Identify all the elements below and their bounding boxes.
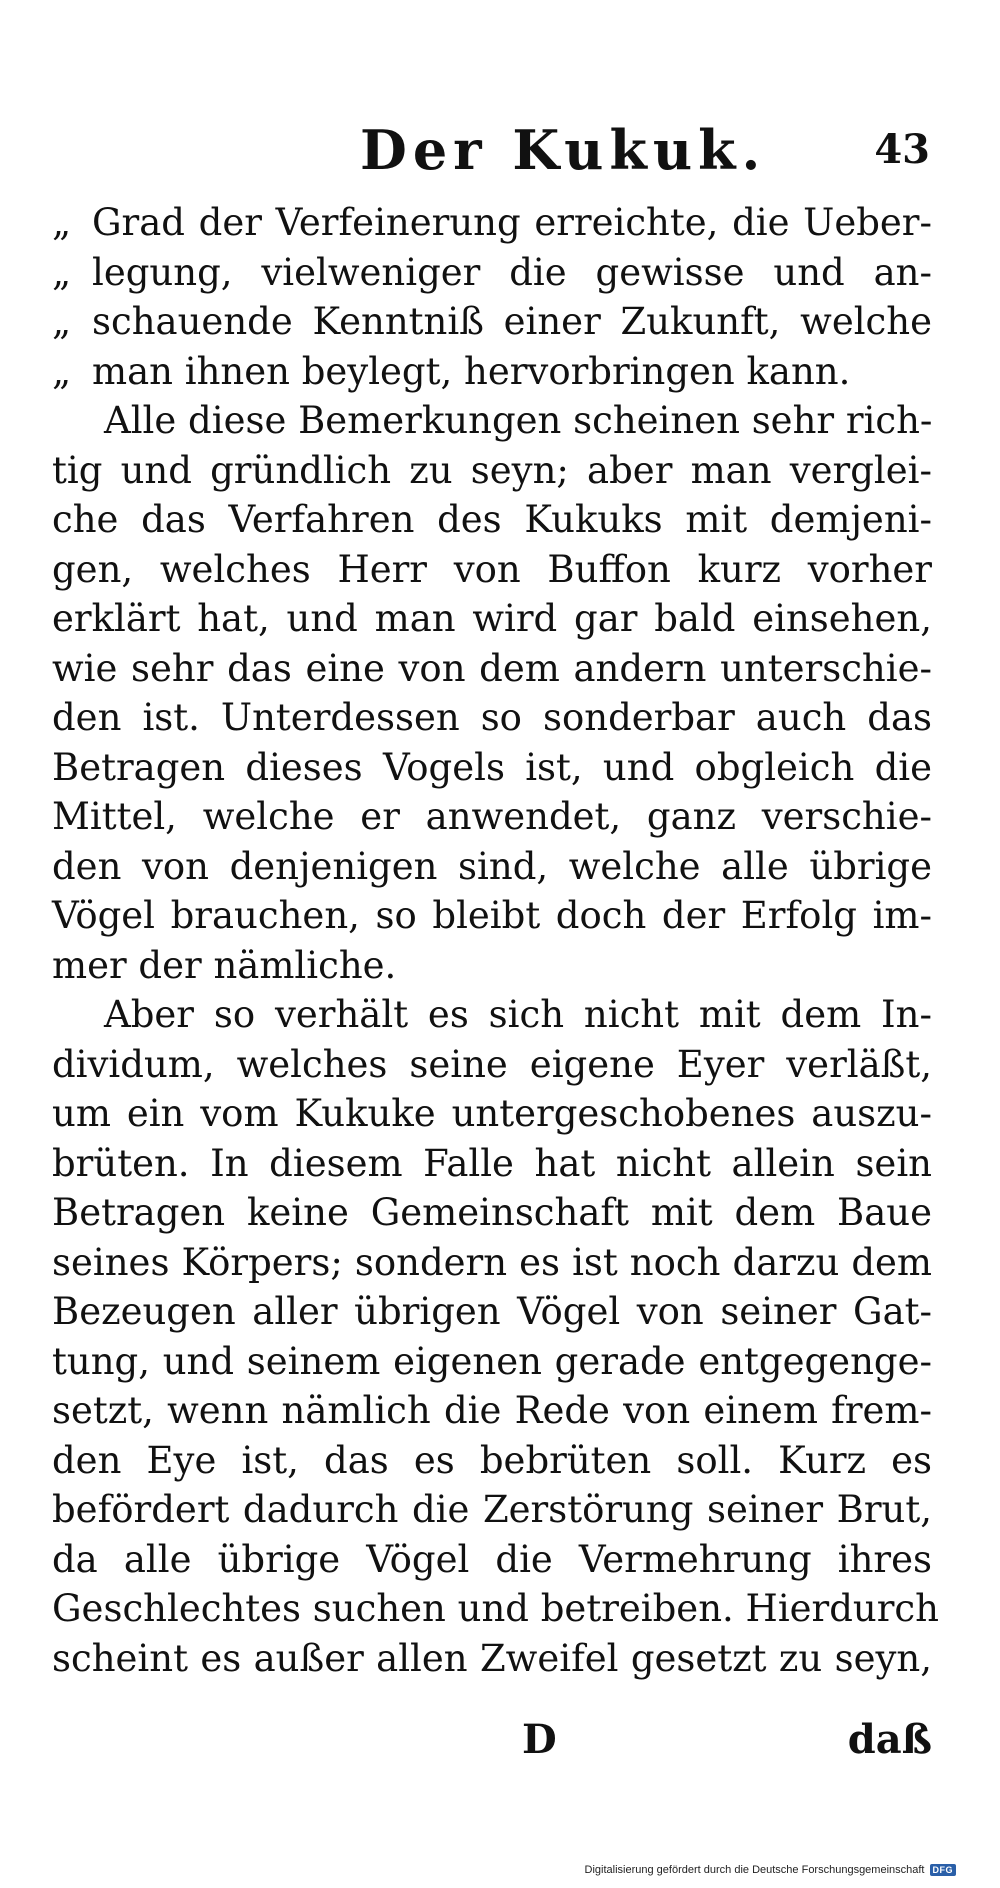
text-line: Betragen keine Gemeinschaft mit dem Baue: [52, 1191, 932, 1234]
text-line: da alle übrige Vögel die Vermehrung ihres: [52, 1537, 932, 1581]
text-line: erklärt hat, und man wird gar bald einsehen,: [52, 597, 932, 640]
text-line: tig und gründlich zu seyn; aber man verglei-: [52, 448, 932, 492]
text-line: Bezeugen aller übrigen Vögel von seiner Gat-: [52, 1290, 932, 1333]
text-line: dividum, welches seine eigene Eyer verläßt,: [52, 1042, 932, 1086]
quote-mark: „: [52, 349, 72, 393]
running-title: Der Kukuk.: [360, 118, 767, 182]
signature-mark: D: [522, 1716, 557, 1763]
text-line: gen, welches Herr von Buffon kurz vorher: [52, 547, 932, 591]
text-line: [52, 297, 932, 347]
line-text: schauende Kenntniß einer Zukunft, welche: [92, 300, 932, 343]
text-line: befördert dadurch die Zerstörung seiner Brut,: [52, 1488, 932, 1531]
text-line: den von denjenigen sind, welche alle übrige: [52, 844, 932, 888]
page-footer: [52, 1716, 932, 1772]
quote-mark: „: [52, 250, 72, 294]
text-line: Geschlechtes suchen und betreiben. Hierdurch: [52, 1587, 939, 1630]
text-line: um ein vom Kukuke untergeschobenes auszu-: [52, 1092, 932, 1135]
catchword: daß: [847, 1716, 932, 1763]
line-text: man ihnen beylegt, hervorbringen kann.: [92, 349, 851, 393]
text-line: tung, und seinem eigenen gerade entgegenge-: [52, 1339, 932, 1383]
text-line: Vögel brauchen, so bleibt doch der Erfolg im-: [52, 894, 932, 937]
text-line: scheint es außer allen Zweifel gesetzt zu seyn,: [52, 1636, 932, 1680]
text-line: den Eye ist, das es bebrüten soll. Kurz es: [52, 1438, 932, 1482]
text-line: seines Körpers; sondern es ist noch darzu dem: [52, 1240, 932, 1284]
text-line: den ist. Unterdessen so sonderbar auch das: [52, 696, 932, 739]
text-line: che das Verfahren des Kukuks mit demjeni-: [52, 498, 932, 541]
text-line: mer der nämliche.: [52, 943, 397, 987]
text-line: [52, 248, 932, 298]
credit-text: Digitalisierung gefördert durch die Deutsche Forschungsgemeinschaft: [584, 1864, 925, 1876]
text-line: wie sehr das eine von dem andern unterschie-: [52, 646, 932, 690]
line-text: legung, vielweniger die gewisse und an-: [92, 250, 932, 294]
page-number: 43: [874, 126, 930, 173]
text-line: setzt, wenn nämlich die Rede von einem frem-: [52, 1389, 932, 1432]
text-line: Alle diese Bemerkungen scheinen sehr rich-: [104, 399, 933, 442]
quote-mark: „: [52, 300, 72, 343]
dfg-logo-icon: DFG: [930, 1864, 957, 1876]
text-line: Mittel, welche er anwendet, ganz verschie-: [52, 795, 932, 838]
text-line: Aber so verhält es sich nicht mit dem In-: [104, 993, 932, 1036]
line-text: Grad der Verfeinerung erreichte, die Ueber-: [92, 201, 932, 244]
page-header: [60, 118, 940, 198]
digitization-credit: [585, 1864, 956, 1876]
text-line: [52, 198, 932, 248]
body-text: [52, 198, 939, 1683]
text-line: Betragen dieses Vogels ist, und obgleich die: [52, 745, 932, 789]
quote-mark: „: [52, 201, 72, 244]
text-line: brüten. In diesem Falle hat nicht allein sein: [52, 1141, 932, 1185]
text-line: [52, 347, 932, 397]
